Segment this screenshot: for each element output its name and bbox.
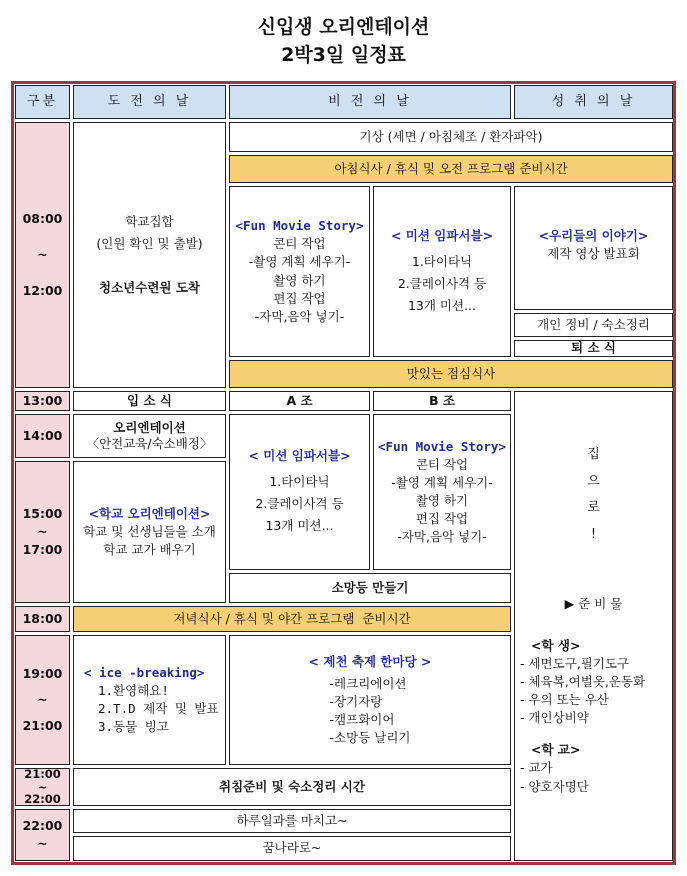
time-morning [15, 122, 70, 388]
day2-fun-movie-body: 콘티 작업 -촬영 계획 세우기- 촬영 하기 편집 작업 -자막,음악 넣기- [248, 236, 351, 324]
day2-b-movie-body: 콘티 작업 -촬영 계획 세우기- 촬영 하기 편집 작업 -자막,음악 넣기- [391, 456, 493, 545]
time-tilde: ~ [37, 523, 48, 539]
day1-orientation-cell [73, 414, 226, 458]
time-1500: 15:00 [22, 505, 63, 521]
page-subtitle: 2박3일 일정표 [281, 44, 406, 66]
page-title: 신입생 오리엔테이션 [257, 16, 430, 38]
day1-ice-2: 2.T.D 제작 및 발표 [98, 701, 219, 716]
day3-school-label: <학 교> [531, 742, 581, 758]
day1-icebreaking-cell [73, 635, 226, 765]
header-category: 구분 [15, 85, 70, 119]
header-day2: 비 전 의 날 [229, 85, 511, 119]
day2-dreamland: 꿈나라로~ [73, 836, 511, 861]
day1-arrival: 청소년수련원 도착 [99, 280, 200, 296]
time-tilde: ~ [37, 691, 48, 707]
day2-group-a-mission-cell [229, 414, 370, 570]
time-tilde: ~ [37, 836, 48, 851]
day2-b-movie-title: <Fun Movie Story> [378, 438, 506, 454]
time-2200: 22:00 [22, 817, 63, 833]
day2-mission-title: < 미션 임파서블> [390, 228, 494, 243]
day2-fun-movie-cell [229, 186, 370, 357]
time-1800: 18:00 [15, 606, 70, 632]
day2-fun-movie-title: <Fun Movie Story> [235, 218, 364, 234]
time-evening [15, 635, 70, 765]
day2-group-a: A 조 [229, 391, 370, 411]
day2-sleep-prep: 취침준비 및 숙소정리 시간 [73, 768, 511, 806]
time-night [15, 768, 70, 806]
day3-exit-ceremony: 퇴 소 식 [514, 340, 673, 357]
day2-lantern-making: 소망등 만들기 [229, 573, 511, 603]
day1-school-ot-line1: 학교 및 선생님들을 소개 [83, 523, 216, 539]
day3-student-label: <학 생> [531, 637, 581, 653]
day1-school-ot-title: <학교 오리엔테이션> [88, 505, 211, 521]
header-day3: 성 취 의 날 [514, 85, 673, 119]
day3-home-supplies-cell [514, 391, 673, 861]
time-2100b: 21:00 [24, 767, 61, 782]
time-late [15, 809, 70, 861]
time-tilde: ~ [37, 246, 48, 262]
day3-supplies-label: ▶ 준 비 물 [564, 595, 623, 611]
day2-group-b-movie-cell [373, 414, 511, 570]
day2-dinner: 저녁식사 / 휴식 및 야간 프로그램 준비시간 [73, 606, 511, 632]
day2-group-b: B 조 [373, 391, 511, 411]
time-0800: 08:00 [22, 210, 63, 226]
day2-breakfast: 아침식사 / 휴식 및 오전 프로그램 준비시간 [229, 155, 673, 183]
day3-school-items: - 교가 - 양호자명단 [520, 760, 589, 794]
day3-student-items: - 세면도구,필기도구 - 체육복,여벌옷,운동화 - 우의 또는 우산 - 개인상비약 [520, 655, 646, 726]
day2-festival-body: -레크리에이션 -장기자랑 -캠프화이어 -소망등 날리기 [329, 675, 411, 746]
time-1300: 13:00 [15, 391, 70, 411]
time-1200: 12:00 [22, 283, 63, 299]
time-1700: 17:00 [22, 542, 63, 558]
day1-ice-title: < ice -breaking> [84, 664, 205, 680]
day2-mission-body: 1.타이타닉 2.클레이사격 등 13개 미션... [397, 254, 487, 313]
time-1400: 14:00 [15, 414, 70, 458]
day2-a-mission-body: 1.타이타닉 2.클레이사격 등 13개 미션... [255, 474, 344, 533]
header-day1: 도 전 의 날 [73, 85, 226, 119]
time-afternoon [15, 461, 70, 603]
day1-ot-sub: 〈안전교육/숙소배정〉 [86, 436, 213, 451]
day2-lunch: 맛있는 점심식사 [229, 360, 673, 388]
day1-ice-1: 1.환영해요! [98, 682, 169, 698]
day2-wake-up: 기상 (세면 / 아침체조 / 환자파악) [229, 122, 673, 152]
day3-story-title: <우리들의 이야기> [538, 228, 649, 243]
day1-entry-ceremony: 입 소 식 [73, 391, 226, 411]
day1-school-ot-cell [73, 461, 226, 603]
day1-ice-3: 3.동물 빙고 [98, 719, 169, 735]
day3-story-cell [514, 186, 673, 310]
day1-gathering-cell [73, 122, 226, 388]
day3-tidy-up: 개인 정비 / 숙소정리 [514, 313, 673, 337]
day1-ot-title: 오리엔테이션 [113, 419, 186, 435]
day2-festival-title: < 제천 축제 한마당 > [308, 653, 432, 669]
day2-festival-cell [229, 635, 511, 765]
day3-go-home: 집 으 로 ! [587, 447, 600, 542]
day3-story-body: 제작 영상 발표회 [547, 246, 640, 262]
day2-end-of-day: 하루일과를 마치고~ [73, 809, 511, 833]
day1-gather-sub: (인원 확인 및 출발) [96, 235, 203, 251]
day1-gather-title: 학교집합 [125, 213, 174, 229]
day1-school-ot-line2: 학교 교가 배우기 [103, 542, 196, 558]
time-tilde: ~ [37, 779, 48, 794]
time-2200b: 22:00 [24, 792, 61, 807]
time-2100: 21:00 [22, 718, 63, 734]
day2-mission-cell [373, 186, 511, 357]
time-1900: 19:00 [22, 665, 63, 681]
day2-a-mission-title: < 미션 임파서블> [248, 448, 351, 464]
